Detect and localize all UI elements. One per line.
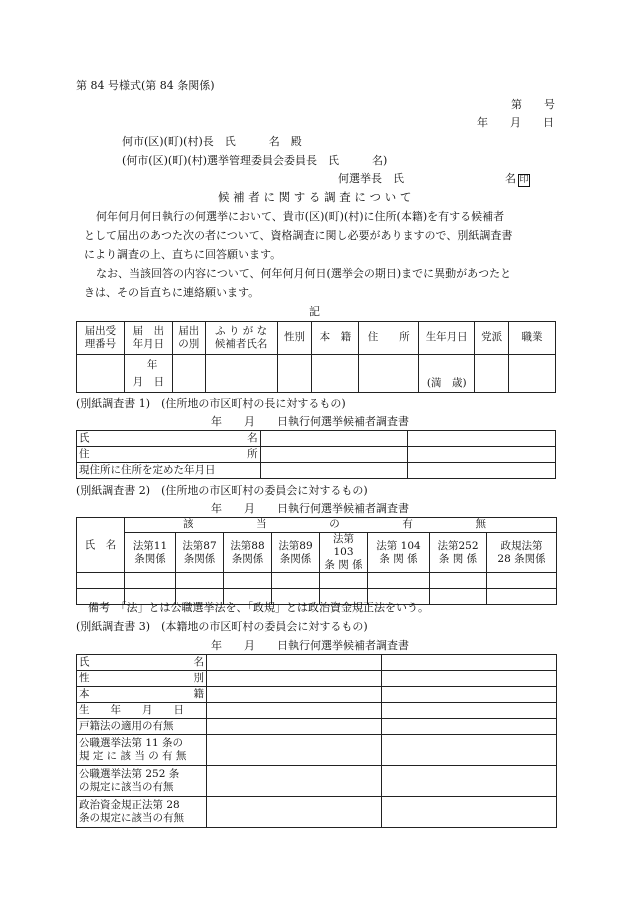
- sheet1-value: [408, 447, 556, 463]
- document-date: 年 月 日: [477, 116, 554, 129]
- ki-mark: 記: [309, 305, 320, 318]
- sheet1-title: 年 月 日執行何選挙候補者調査書: [211, 415, 409, 428]
- sheet3-label: [77, 655, 207, 671]
- group-char: 有: [402, 518, 413, 531]
- header-party: 党派: [475, 322, 509, 355]
- candidate-table-row: [77, 355, 556, 393]
- sheet3-label: 生 年 月 日: [77, 703, 207, 719]
- cell-filing-date: [124, 355, 172, 393]
- sheet3-label: 公職選挙法第 11 条の 規 定 に 該 当 の 有 無: [77, 735, 207, 766]
- sheet3-label: 政治資金規正法第 28 条の規定に該当の有無: [77, 797, 207, 828]
- sheet2-note: 備考 「法」とは公職選挙法を、「政規」とは政治資金規正法をいう。: [88, 601, 429, 614]
- sheet1-label-left: 住: [79, 447, 90, 460]
- header-art11: 法第11 条関係: [125, 533, 176, 573]
- sheet3-row: [77, 719, 557, 735]
- cell-filing-type: [172, 355, 205, 393]
- sheet3-row: [77, 655, 557, 671]
- cell-occupation: [509, 355, 556, 393]
- sheet3-label-left: 氏: [79, 655, 90, 668]
- sheet1-value: [408, 431, 556, 447]
- cell-birthdate: (満 歳): [419, 355, 475, 393]
- sheet1-caption: (別紙調査書 1) (住所地の市区町村の長に対するもの): [76, 397, 346, 410]
- sheet2-group-header: [125, 518, 557, 533]
- sheet3-label-right: 籍: [193, 687, 204, 700]
- group-char: 該: [183, 518, 194, 531]
- sheet3-table: [76, 654, 557, 828]
- header-art104: 法第 104 条 関 係: [368, 533, 430, 573]
- sheet3-row: [77, 797, 557, 828]
- seal-mark: 印: [519, 175, 529, 185]
- sheet1-value: [408, 463, 556, 479]
- sheet2-title: 年 月 日執行何選挙候補者調査書: [211, 502, 409, 515]
- form-number: 第 84 号様式(第 84 条関係): [76, 79, 215, 92]
- sheet1-value: [260, 431, 408, 447]
- header-art87: 法第87 条関係: [176, 533, 224, 573]
- sheet1-label-right: 名: [247, 431, 258, 444]
- candidate-table-header: [77, 322, 556, 355]
- sender-name: [505, 173, 530, 187]
- sheet1-row: [77, 447, 556, 463]
- sheet1-label-left: 氏: [79, 431, 90, 444]
- sheet1-row: [77, 431, 556, 447]
- sheet3-row: [77, 703, 557, 719]
- cell-candidate-name: [205, 355, 277, 393]
- body-line-3: により調査の上、直ちに回答願います。: [84, 248, 282, 261]
- cell-receipt-no: [77, 355, 125, 393]
- cell-domicile: [312, 355, 359, 393]
- document-title: 候 補 者 に 関 す る 調 査 に つ い て: [218, 190, 412, 204]
- sheet1-label: 現住所に住所を定めた年月日: [77, 463, 261, 479]
- group-char: 当: [256, 518, 267, 531]
- body-line-1: 何年何月何日執行の何選挙において、貴市(区)(町)(村)に住所(本籍)を有する候補者: [96, 210, 505, 223]
- cell-address: [359, 355, 419, 393]
- cell-party: [475, 355, 509, 393]
- addressee-alt: (何市(区)(町)(村)選挙管理委員会委員長 氏 名): [122, 154, 388, 167]
- header-filing-type: 届出 の別: [172, 322, 205, 355]
- header-sex: 性別: [277, 322, 312, 355]
- header-art252: 法第252 条 関 係: [430, 533, 487, 573]
- group-char: の: [329, 518, 340, 531]
- sheet2-name-header: 氏 名: [77, 518, 125, 573]
- sheet3-label: [77, 687, 207, 703]
- sheet3-label: 公職選挙法第 252 条 の規定に該当の有無: [77, 766, 207, 797]
- body-line-5: きは、その旨直ちに連絡願います。: [84, 286, 260, 299]
- sheet3-label: 戸籍法の適用の有無: [77, 719, 207, 735]
- sheet1-label-right: 所: [247, 447, 258, 460]
- sheet3-label-left: 本: [79, 687, 90, 700]
- sheet3-row: [77, 766, 557, 797]
- sheet3-label-left: 性: [79, 671, 90, 684]
- group-char: 無: [475, 518, 486, 531]
- sheet3-row: [77, 671, 557, 687]
- sheet1-row: [77, 463, 556, 479]
- sheet3-caption: (別紙調査書 3) (本籍地の市区町村の委員会に対するもの): [76, 620, 368, 633]
- sheet2-group-row: [77, 518, 557, 533]
- sheet2-table: [76, 517, 557, 605]
- sheet1-label: [77, 447, 261, 463]
- sheet3-label: [77, 671, 207, 687]
- sheet1-table: [76, 430, 556, 479]
- cell-sex: [277, 355, 312, 393]
- sender-name-label: 名: [505, 172, 516, 185]
- sheet2-caption: (別紙調査書 2) (住所地の市区町村の委員会に対するもの): [76, 484, 368, 497]
- header-address: 住 所: [359, 322, 419, 355]
- sheet2-row: [77, 573, 557, 589]
- sheet3-row: [77, 735, 557, 766]
- candidate-table: [76, 321, 556, 393]
- sheet3-label-right: 別: [193, 671, 204, 684]
- header-filing-date: 届 出 年月日: [124, 322, 172, 355]
- cell-filing-date-year: 年: [146, 358, 158, 371]
- header-domicile: 本 籍: [312, 322, 359, 355]
- sheet1-value: [260, 447, 408, 463]
- header-seiki28: 政規法第 28 条関係: [487, 533, 557, 573]
- sheet1-label: [77, 431, 261, 447]
- sender: 何選挙長 氏: [338, 172, 404, 185]
- sheet2-header-row: [77, 533, 557, 573]
- addressee: 何市(区)(町)(村)長 氏 名 殿: [122, 135, 302, 148]
- header-birthdate: 生年月日: [419, 322, 475, 355]
- sheet1-value: [260, 463, 408, 479]
- header-art89: 法第89 条関係: [272, 533, 320, 573]
- header-occupation: 職業: [509, 322, 556, 355]
- header-art88: 法第88 条関係: [224, 533, 272, 573]
- body-line-2: として届出のあつた次の者について、資格調査に関し必要がありますので、別紙調査書: [84, 229, 513, 242]
- sheet3-row: [77, 687, 557, 703]
- sheet3-label-right: 名: [193, 655, 204, 668]
- document-number: 第 号: [511, 98, 555, 111]
- sheet3-title: 年 月 日執行何選挙候補者調査書: [211, 639, 409, 652]
- header-candidate-name: ふ り が な 候補者氏名: [205, 322, 277, 355]
- body-line-4: なお、当該回答の内容について、何年何月何日(選挙会の期日)までに異動があつたと: [96, 267, 512, 280]
- cell-filing-date-md: 月 日: [132, 375, 165, 388]
- header-receipt-no: 届出受 理番号: [77, 322, 125, 355]
- header-art103: 法第 103 条 関 係: [320, 533, 368, 573]
